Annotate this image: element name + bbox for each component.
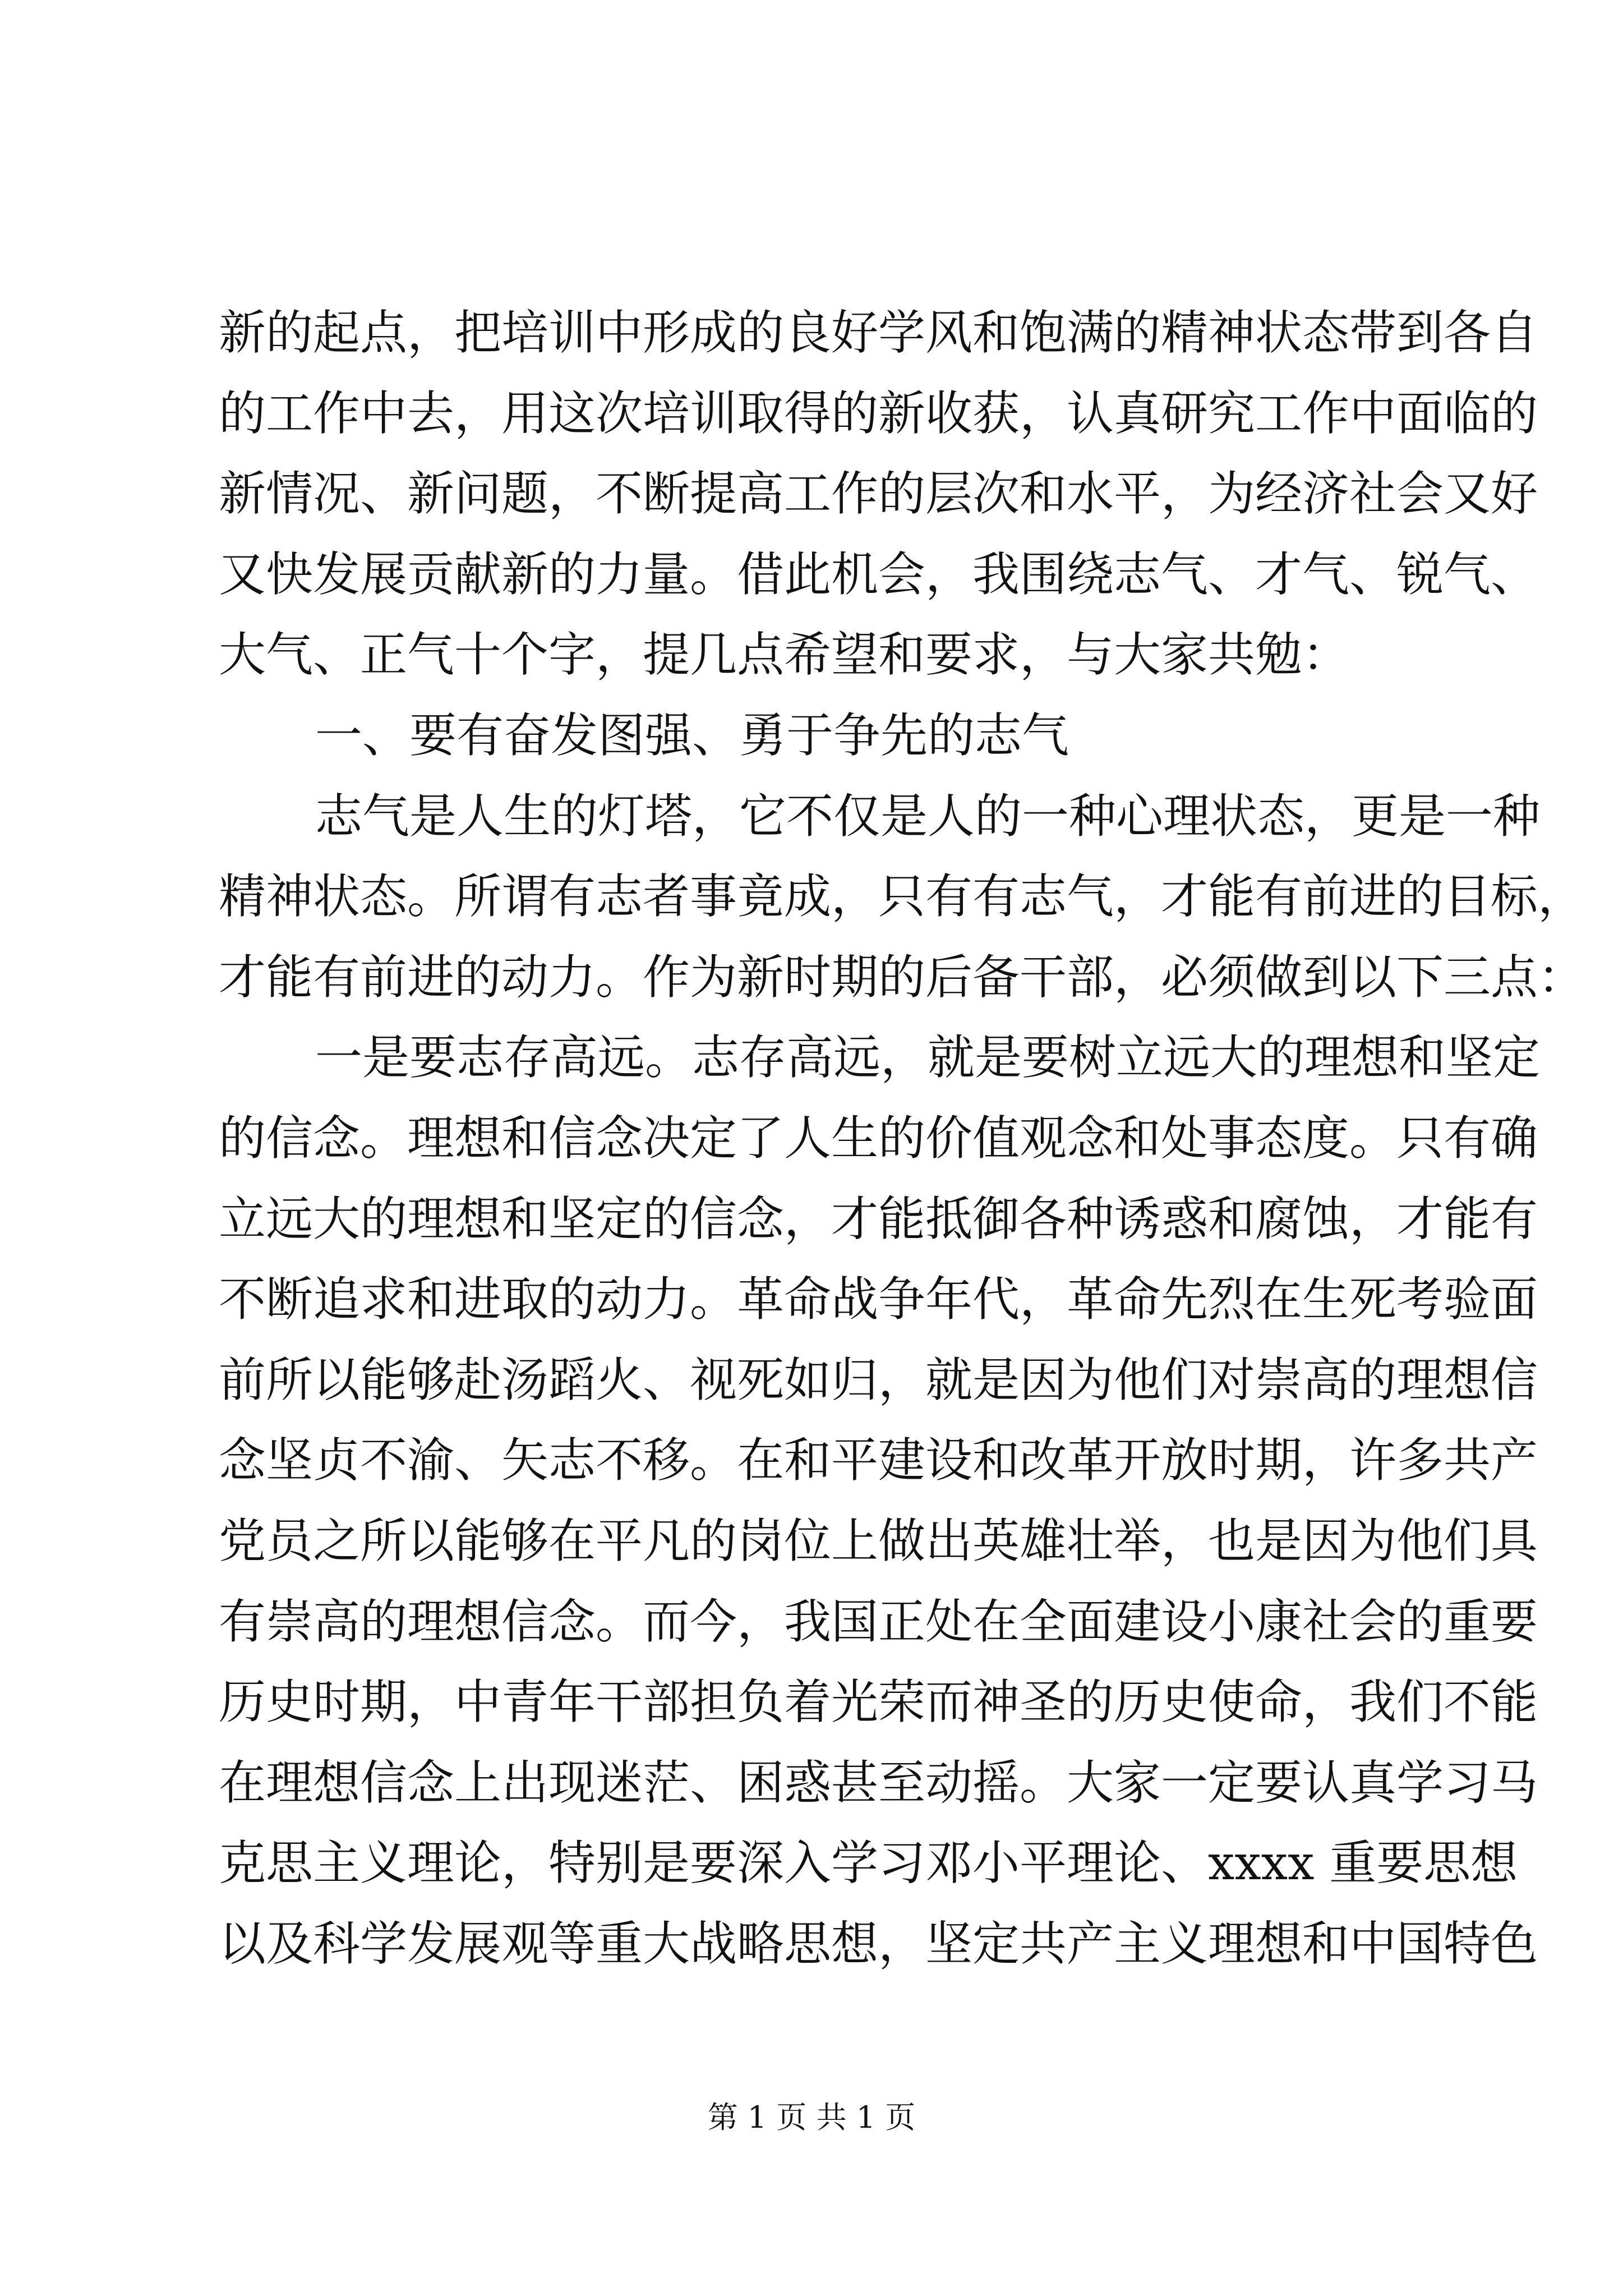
text-line: 才能有前进的动力。作为新时期的后备干部，必须做到以下三点： [219, 949, 1585, 1005]
text-line: 的信念。理想和信念决定了人生的价值观念和处事态度。只有确 [219, 1110, 1538, 1166]
text-line: 克思主义理论，特别是要深入学习邓小平理论、xxxx 重要思想 [219, 1835, 1518, 1891]
text-line: 前所以能够赴汤蹈火、视死如归，就是因为他们对崇高的理想信 [219, 1352, 1538, 1407]
text-line: 一是要志存高远。志存高远，就是要树立远大的理想和坚定 [315, 1030, 1541, 1085]
text-line: 又快发展贡献新的力量。借此机会，我围绕志气、才气、锐气、 [219, 546, 1538, 602]
text-line: 的工作中去，用这次培训取得的新收获，认真研究工作中面临的 [219, 385, 1538, 441]
text-line: 立远大的理想和坚定的信念，才能抵御各种诱惑和腐蚀，才能有 [219, 1191, 1538, 1246]
text-line: 历史时期，中青年干部担负着光荣而神圣的历史使命，我们不能 [219, 1674, 1538, 1730]
document-body [219, 293, 1585, 1984]
text-line: 念坚贞不渝、矢志不移。在和平建设和改革开放时期，许多共产 [219, 1433, 1538, 1488]
text-line: 在理想信念上出现迷茫、困惑甚至动摇。大家一定要认真学习马 [219, 1755, 1538, 1810]
text-line: 党员之所以能够在平凡的岗位上做出英雄壮举，也是因为他们具 [219, 1513, 1538, 1568]
text-line: 新的起点，把培训中形成的良好学风和饱满的精神状态带到各自 [219, 305, 1538, 360]
page-footer: 第 1 页 共 1 页 [707, 2100, 916, 2135]
text-line: 不断追求和进取的动力。革命战争年代，革命先烈在生死考验面 [219, 1272, 1538, 1327]
text-line: 新情况、新问题，不断提高工作的层次和水平，为经济社会又好 [219, 466, 1538, 522]
text-line: 有崇高的理想信念。而今，我国正处在全面建设小康社会的重要 [219, 1594, 1538, 1649]
text-line: 一、要有奋发图强、勇于争先的志气 [315, 707, 1069, 763]
text-line: 志气是人生的灯塔，它不仅是人的一种心理状态，更是一种 [315, 788, 1541, 844]
text-line: 大气、正气十个字，提几点希望和要求，与大家共勉： [219, 627, 1350, 683]
text-line: 以及科学发展观等重大战略思想，坚定共产主义理想和中国特色 [219, 1916, 1538, 1971]
text-line: 精神状态。所谓有志者事竟成，只有有志气，才能有前进的目标， [219, 869, 1585, 924]
